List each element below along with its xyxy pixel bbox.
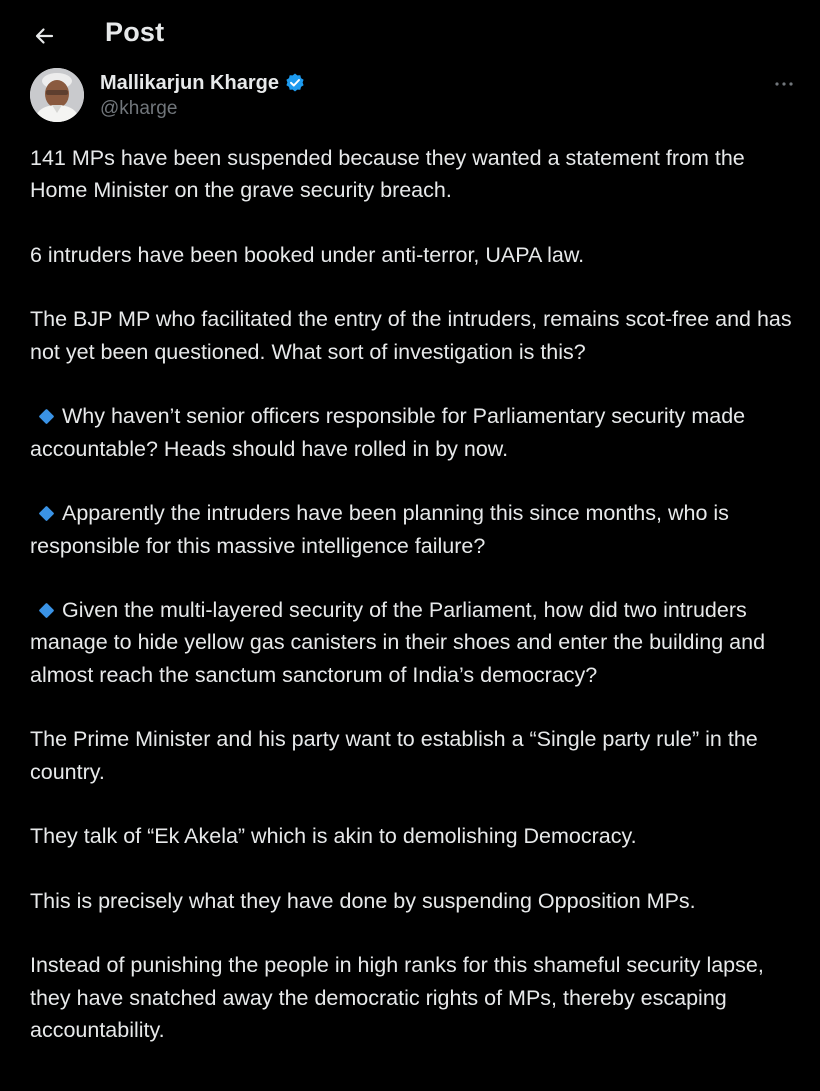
post-bullet-paragraph [30, 594, 800, 691]
post-bullet-paragraph [30, 497, 800, 562]
more-options-button[interactable] [768, 72, 800, 96]
blue-diamond-icon [39, 506, 55, 522]
post-paragraph: 6 intruders have been booked under anti-terror, UAPA law. [30, 242, 585, 267]
back-button[interactable] [26, 18, 62, 54]
bullet-text: Given the multi-layered security of the Parliament, how did two intruders manage to hide yellow gas canisters in their shoes and enter the building and almost reach the sanctum sanctorum of India’s democracy? [30, 598, 766, 687]
post-paragraph: This is precisely what they have done by suspending Opposition MPs. [30, 888, 696, 913]
post-paragraph: They talk of “Ek Akela” which is akin to demolishing Democracy. [30, 824, 637, 849]
author-display-name[interactable]: Mallikarjun Kharge [100, 71, 279, 94]
post-paragraph: The Prime Minister and his party want to establish a “Single party rule” in the country. [30, 727, 758, 784]
author-handle[interactable]: @kharge [100, 98, 178, 119]
arrow-left-icon [32, 24, 56, 48]
verified-badge-icon[interactable] [284, 72, 306, 94]
post-paragraph: 141 MPs have been suspended because they wanted a statement from the Home Minister on the grave security breach. [30, 146, 745, 203]
post-bullet-paragraph [30, 400, 800, 465]
name-line [100, 70, 306, 96]
post-paragraph: The BJP MP who facilitated the entry of the intruders, remains scot-free and has not yet been questioned. What sort of investigation is this? [30, 307, 792, 364]
post-paragraph: Instead of punishing the people in high ranks for this shameful security lapse, they have snatched away the democratic rights of MPs, thereby escaping accountability. [30, 953, 764, 1043]
post-author [30, 68, 800, 128]
top-bar [0, 0, 820, 70]
bullet-text: Why haven’t senior officers responsible for Parliamentary security made accountable? Heads should have rolled in by now. [30, 404, 746, 461]
avatar[interactable] [30, 68, 84, 122]
more-horizontal-icon [772, 79, 796, 89]
blue-diamond-icon [39, 409, 55, 425]
author-meta [100, 70, 306, 120]
post-text [30, 142, 800, 1079]
page-title: Post [105, 17, 165, 47]
bullet-text: Apparently the intruders have been planning this since months, who is responsible for this massive intelligence failure? [30, 501, 729, 558]
blue-diamond-icon [39, 603, 55, 619]
